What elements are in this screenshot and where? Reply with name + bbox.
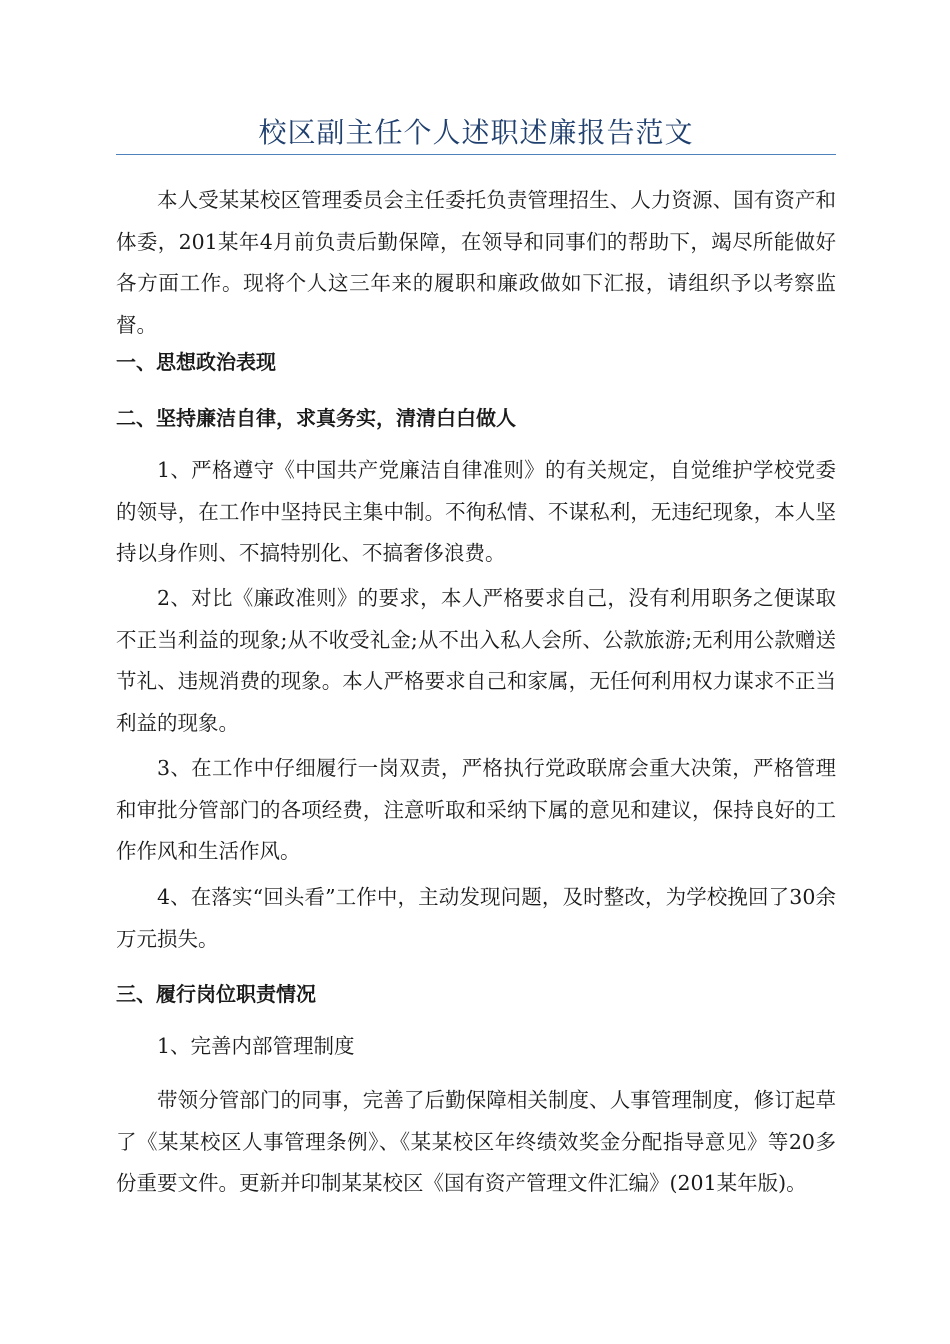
section2-item-3-block [116, 748, 836, 873]
intro-paragraph: 本人受某某校区管理委员会主任委托负责管理招生、人力资源、国有资产和体委，201某年4月前负责后勤保障，在领导和同事们的帮助下，竭尽所能做好各方面工作。现将个人这三年来的履职和廉政做如下汇报，请组织予以考察监督。 [116, 188, 836, 337]
section3-sub1-paragraph: 带领分管部门的同事，完善了后勤保障相关制度、人事管理制度，修订起草了《某某校区人事管理条例》、《某某校区年终绩效奖金分配指导意见》等20多份重要文件。更新并印制某某校区《国有资产管理文件汇编》(201某年版)。 [116, 1088, 836, 1195]
section2-item-2: 2、对比《廉政准则》的要求，本人严格要求自己，没有利用职务之便谋取不正当利益的现象;从不收受礼金;从不出入私人会所、公款旅游;无利用公款赠送节礼、违规消费的现象。本人严格要求自己和家属，无任何利用权力谋求不正当利益的现象。 [116, 586, 836, 735]
section2-item-4-block [116, 877, 836, 960]
section1-heading: 一、思想政治表现 [116, 350, 276, 374]
section2-block [116, 398, 836, 440]
section2-item-1: 1、严格遵守《中国共产党廉洁自律准则》的有关规定，自觉维护学校党委的领导，在工作中坚持民主集中制。不徇私情、不谋私利，无违纪现象，本人坚持以身作则、不搞特别化、不搞奢侈浪费。 [116, 458, 836, 565]
section2-item-3: 3、在工作中仔细履行一岗双责，严格执行党政联席会重大决策，严格管理和审批分管部门的各项经费，注意听取和采纳下属的意见和建议，保持良好的工作作风和生活作风。 [116, 756, 836, 863]
section3-sub1-heading: 1、完善内部管理制度 [157, 1034, 355, 1058]
section3-block [116, 974, 836, 1016]
section3-sub1-block [116, 1026, 836, 1068]
title-underline [116, 154, 836, 155]
intro-block [116, 180, 836, 346]
document-title: 校区副主任个人述职述廉报告范文 [258, 116, 694, 149]
section1-block [116, 342, 836, 384]
section2-item-1-block [116, 450, 836, 575]
section2-item-4: 4、在落实“回头看”工作中，主动发现问题，及时整改，为学校挽回了30余万元损失。 [116, 885, 836, 951]
section3-heading: 三、履行岗位职责情况 [116, 982, 316, 1006]
section2-item-2-block [116, 578, 836, 744]
section2-heading: 二、坚持廉洁自律，求真务实，清清白白做人 [116, 406, 516, 430]
section3-sub1-text-block [116, 1080, 836, 1205]
